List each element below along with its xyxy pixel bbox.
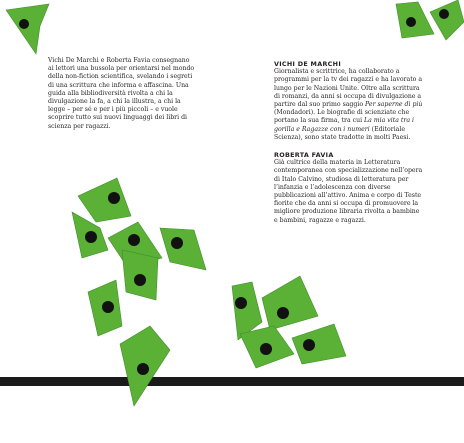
- leaf-dot: [134, 274, 146, 286]
- author-block: [274, 60, 424, 142]
- leaf-dot: [85, 231, 97, 243]
- leaf-shape: [6, 4, 49, 54]
- leaf-shape: [160, 228, 206, 270]
- authors-column: [274, 60, 424, 234]
- leaf-dot: [137, 363, 149, 375]
- leaf-dot: [260, 343, 272, 355]
- leaf-dot: [303, 339, 315, 351]
- book-title: Per saperne di più: [365, 101, 423, 109]
- leaf-dot: [171, 237, 183, 249]
- leaf-dot: [277, 307, 289, 319]
- leaf-shape: [262, 276, 318, 330]
- author-name: ROBERTA FAVIA: [274, 151, 334, 160]
- leaf-shape: [430, 0, 464, 40]
- leaf-dot: [19, 19, 29, 29]
- leaf-dot: [108, 192, 120, 204]
- leaf-dot: [102, 301, 114, 313]
- author-name: VICHI DE MARCHI: [274, 60, 342, 68]
- author-bio: Già cultrice della materia in Letteratura contemporanea con specializzazione nell’opera di Italo Calvino, studiosa di letteratura per l’infanzia e l’adolescenza con diverse pubblicazioni all’attivo. Anima e corpo di Teste fiorite che da anni si occupa di promuovere la migliore produzione libraria rivolta a bambine e bambini, ragazze e ragazzi.: [274, 159, 423, 224]
- intro-paragraph: Vichi De Marchi e Roberta Favia consegnano ai lettori una bussola per orientarsi nel mondo della non-fiction scientifica, svelando i segreti di una scrittura che informa e affascina. Una guida alla bibliodiversità rivolta a chi la divulgazione la fa, a chi la illustra, a chi la legge – per sé e per i più piccoli – e vuole scoprire tutto sui nuovi linguaggi dei libri di scienza per ragazzi.: [48, 57, 195, 130]
- author-bio: Giornalista e scrittrice, ha collaborato a programmi per la tv dei ragazzi e ha lavorato a lungo per le Nazioni Unite. Oltre alla scrittura di romanzi, da anni si occupa di divulgazione a partire dal suo primo saggio Per saperne di più (Mondadori). Le biografie di scienziate che portano la sua firma, tra cui La mia vita tra i gorilla e Ragazze con i numeri (Editoriale Scienza), sono state tradotte in molti Paesi.: [274, 68, 423, 141]
- book-title: La mia vita tra i gorilla e Ragazze con i numeri: [274, 117, 414, 133]
- leaf-shape: [78, 178, 131, 222]
- leaf-dot: [406, 17, 416, 27]
- ground-bar: [0, 377, 464, 386]
- leaf-dot: [128, 234, 140, 246]
- leaf-shape: [292, 324, 346, 364]
- author-block: [274, 151, 424, 225]
- leaf-dot: [439, 9, 449, 19]
- leaf-dot: [235, 297, 247, 309]
- intro-column: [48, 57, 196, 131]
